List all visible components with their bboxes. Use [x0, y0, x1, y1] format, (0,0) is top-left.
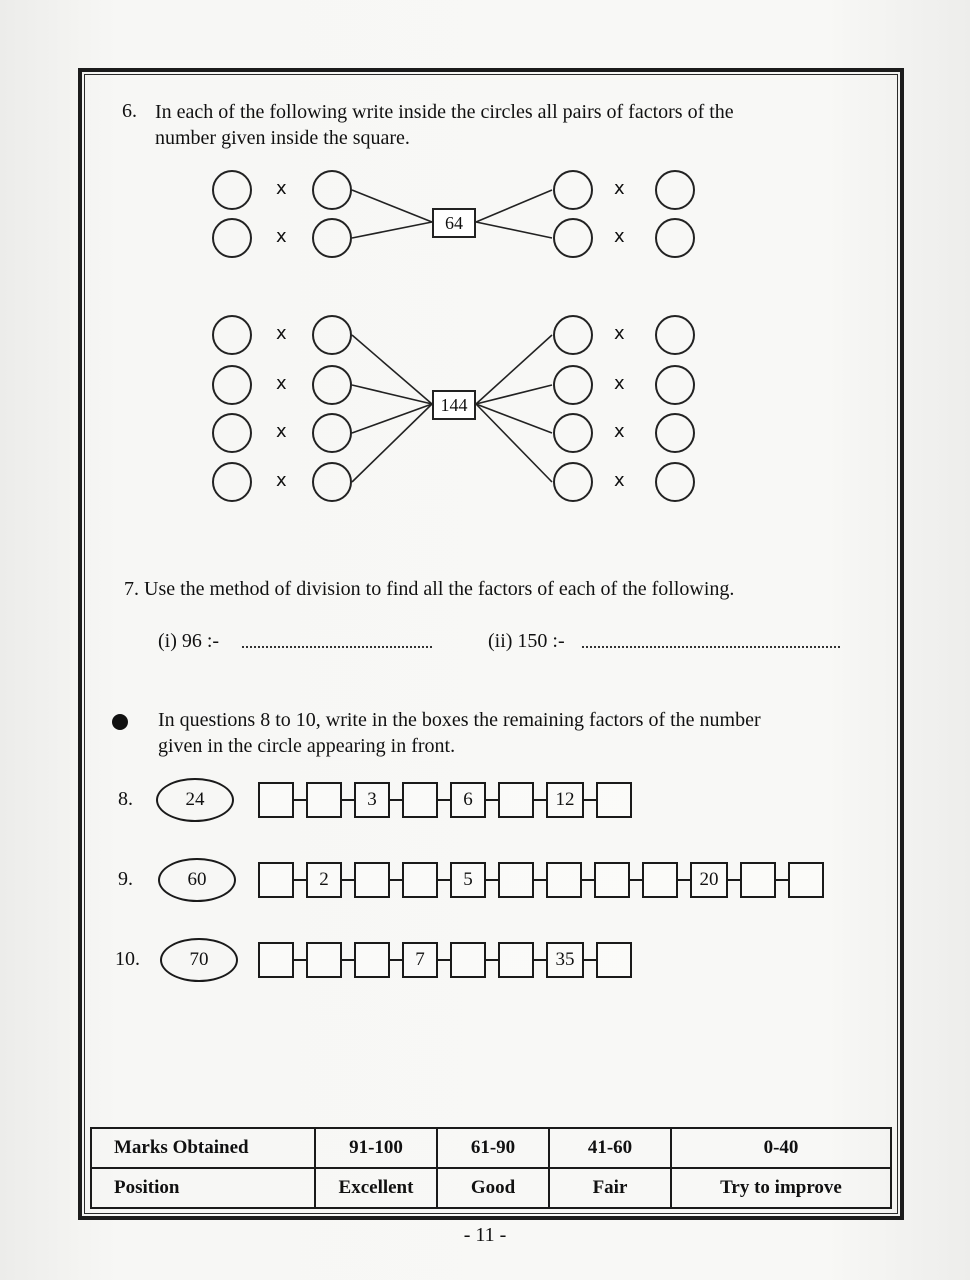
- factor-box[interactable]: [354, 862, 390, 898]
- answer-circle[interactable]: [212, 218, 252, 258]
- answer-circle[interactable]: [212, 365, 252, 405]
- factor-box[interactable]: [642, 862, 678, 898]
- marks-range: 61-90: [437, 1128, 549, 1168]
- q6-number: 6.: [122, 100, 137, 122]
- q8-number: 8.: [118, 788, 133, 810]
- answer-circle[interactable]: [312, 413, 352, 453]
- factor-box[interactable]: [402, 862, 438, 898]
- factor-box[interactable]: [596, 942, 632, 978]
- connector-dash: [390, 959, 402, 961]
- times-sign: x: [276, 421, 287, 442]
- factor-box-7: 7: [402, 942, 438, 978]
- times-sign: x: [614, 470, 625, 491]
- answer-circle[interactable]: [655, 315, 695, 355]
- connector-dash: [342, 879, 354, 881]
- factor-box-20: 20: [690, 862, 728, 898]
- marks-range: 0-40: [671, 1128, 891, 1168]
- factor-box[interactable]: [402, 782, 438, 818]
- connector-dash: [678, 879, 690, 881]
- factor-box[interactable]: [788, 862, 824, 898]
- instruction-line2: given in the circle appearing in front.: [158, 735, 456, 757]
- factor-box[interactable]: [740, 862, 776, 898]
- connector-dash: [390, 879, 402, 881]
- position-value: Fair: [549, 1168, 671, 1208]
- marks-table: [90, 1127, 892, 1209]
- q7-part-i-label: (i) 96 :-: [158, 630, 220, 652]
- q9-number-circle: 60: [158, 858, 236, 902]
- factor-box[interactable]: [596, 782, 632, 818]
- answer-circle[interactable]: [212, 462, 252, 502]
- connector-dash: [294, 959, 306, 961]
- factor-box[interactable]: [498, 862, 534, 898]
- factor-box[interactable]: [546, 862, 582, 898]
- q7-part-i-answer-line[interactable]: [242, 646, 432, 648]
- q7-part-ii-label: (ii) 150 :-: [488, 630, 565, 652]
- answer-circle[interactable]: [312, 218, 352, 258]
- answer-circle[interactable]: [312, 170, 352, 210]
- answer-circle[interactable]: [312, 315, 352, 355]
- bullet-point: [112, 714, 128, 730]
- answer-circle[interactable]: [553, 413, 593, 453]
- page-number: - 11 -: [463, 1224, 507, 1246]
- times-sign: x: [276, 470, 287, 491]
- times-sign: x: [276, 178, 287, 199]
- connector-dash: [438, 959, 450, 961]
- connector-dash: [438, 879, 450, 881]
- factor-box[interactable]: [450, 942, 486, 978]
- connector-dash: [534, 879, 546, 881]
- answer-circle[interactable]: [312, 365, 352, 405]
- connector-dash: [534, 959, 546, 961]
- factor-box[interactable]: [498, 942, 534, 978]
- times-sign: x: [614, 323, 625, 344]
- connector-dash: [584, 799, 596, 801]
- position-row: [91, 1168, 891, 1208]
- connector-dash: [486, 879, 498, 881]
- connector-dash: [582, 879, 594, 881]
- answer-circle[interactable]: [655, 170, 695, 210]
- times-sign: x: [614, 373, 625, 394]
- connector-dash: [294, 799, 306, 801]
- factor-box-5: 5: [450, 862, 486, 898]
- q10-number: 10.: [115, 948, 140, 970]
- number-square-144: 144: [432, 390, 476, 420]
- answer-circle[interactable]: [553, 315, 593, 355]
- factor-box-3: 3: [354, 782, 390, 818]
- position-value: Excellent: [315, 1168, 437, 1208]
- factor-box[interactable]: [258, 782, 294, 818]
- q10-number-circle: 70: [160, 938, 238, 982]
- connector-dash: [294, 879, 306, 881]
- q7-text: 7. Use the method of division to find all the factors of each of the following.: [124, 578, 735, 600]
- answer-circle[interactable]: [655, 365, 695, 405]
- marks-obtained-label: Marks Obtained: [91, 1128, 315, 1168]
- factor-box-35: 35: [546, 942, 584, 978]
- instruction-line1: In questions 8 to 10, write in the boxes the remaining factors of the number: [158, 709, 761, 731]
- q6-text-line1: In each of the following write inside the circles all pairs of factors of the: [155, 101, 734, 123]
- connector-dash: [486, 799, 498, 801]
- factor-box[interactable]: [258, 862, 294, 898]
- marks-range: 91-100: [315, 1128, 437, 1168]
- times-sign: x: [614, 421, 625, 442]
- q6-connector-lines: [0, 0, 970, 520]
- answer-circle[interactable]: [553, 170, 593, 210]
- answer-circle[interactable]: [212, 170, 252, 210]
- q8-number-circle: 24: [156, 778, 234, 822]
- connector-dash: [486, 959, 498, 961]
- connector-dash: [630, 879, 642, 881]
- marks-range: 41-60: [549, 1128, 671, 1168]
- factor-box[interactable]: [306, 782, 342, 818]
- answer-circle[interactable]: [553, 218, 593, 258]
- factor-box[interactable]: [258, 942, 294, 978]
- connector-dash: [438, 799, 450, 801]
- times-sign: x: [276, 373, 287, 394]
- answer-circle[interactable]: [655, 413, 695, 453]
- connector-dash: [342, 959, 354, 961]
- answer-circle[interactable]: [655, 462, 695, 502]
- factor-box[interactable]: [498, 782, 534, 818]
- times-sign: x: [276, 323, 287, 344]
- q9-number: 9.: [118, 868, 133, 890]
- factor-box[interactable]: [306, 942, 342, 978]
- connector-dash: [584, 959, 596, 961]
- answer-circle[interactable]: [553, 462, 593, 502]
- factor-box[interactable]: [354, 942, 390, 978]
- times-sign: x: [276, 226, 287, 247]
- answer-circle[interactable]: [212, 413, 252, 453]
- factor-box-12: 12: [546, 782, 584, 818]
- answer-circle[interactable]: [312, 462, 352, 502]
- times-sign: x: [614, 178, 625, 199]
- position-label: Position: [91, 1168, 315, 1208]
- connector-dash: [534, 799, 546, 801]
- position-value: Good: [437, 1168, 549, 1208]
- factor-box[interactable]: [594, 862, 630, 898]
- connector-dash: [342, 799, 354, 801]
- factor-box-2: 2: [306, 862, 342, 898]
- q7-part-ii-answer-line[interactable]: [582, 646, 840, 648]
- position-value: Try to improve: [671, 1168, 891, 1208]
- answer-circle[interactable]: [553, 365, 593, 405]
- answer-circle[interactable]: [655, 218, 695, 258]
- connector-dash: [390, 799, 402, 801]
- factor-box-6: 6: [450, 782, 486, 818]
- times-sign: x: [614, 226, 625, 247]
- q6-text-line2: number given inside the square.: [155, 127, 410, 149]
- connector-dash: [776, 879, 788, 881]
- answer-circle[interactable]: [212, 315, 252, 355]
- connector-dash: [728, 879, 740, 881]
- number-square-64: 64: [432, 208, 476, 238]
- marks-row: [91, 1128, 891, 1168]
